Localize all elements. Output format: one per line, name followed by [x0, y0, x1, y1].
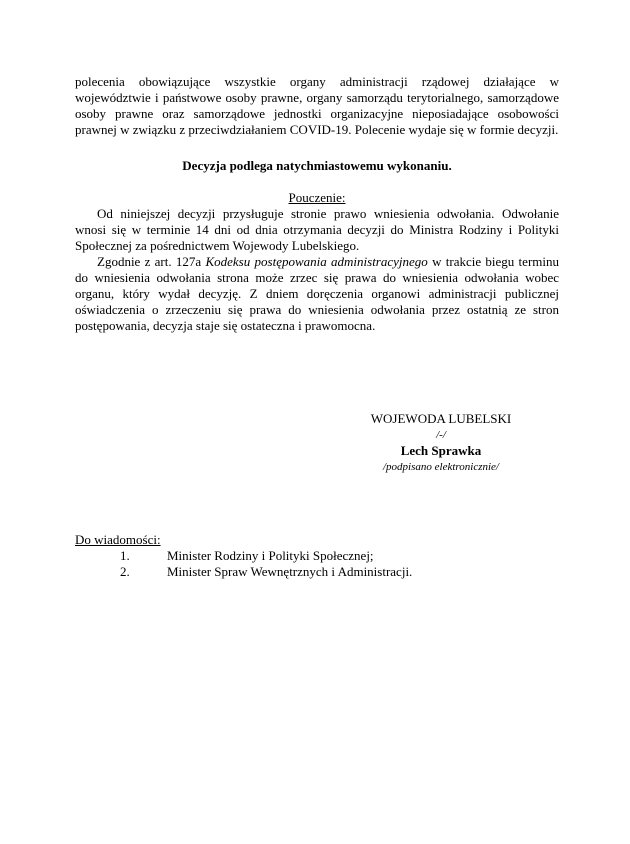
- list-item-text: Minister Spraw Wewnętrznych i Administracji.: [167, 564, 413, 579]
- instruction-heading: [75, 190, 559, 206]
- instruction-paragraph-1: Od niniejszej decyzji przysługuje stronie prawo wniesienia odwołania. Odwołanie wnosi się w terminie 14 dni od dnia otrzymania decyzji do Ministra Rodziny i Polityki Społecznej za pośrednictwem Wojewody Lubelskiego.: [75, 206, 559, 253]
- document-body: [75, 74, 559, 579]
- instruction-p2-start: Zgodnie z art. 127a: [97, 254, 206, 269]
- code-title: Kodeksu postępowania administracyjnego: [205, 254, 428, 269]
- instruction-p2-end: w trakcie biegu terminu do wniesienia odwołania strona może zrzec się prawa do wniesienia odwołania wobec organu, który wydał decyzję. Z dniem doręczenia organowi administracji publicznej oświadczenia o zrzeczeniu się prawa do wniesienia odwołania przez ostatnią ze stron postępowania, decyzja staje się ostateczna i prawomocna.: [75, 254, 559, 333]
- signature-mark: /-/: [436, 429, 446, 441]
- intro-paragraph: polecenia obowiązujące wszystkie organy administracji rządowej działające w województwie i państwowe osoby prawne, organy samorządu terytorialnego, samorządowe osoby prawne oraz samorządowe jednostki organizacyjne nieposiadające osobowości prawnej w związku z przeciwdziałaniem COVID-19. Polecenie wydaje się w formie decyzji.: [75, 74, 559, 137]
- list-item: [75, 564, 559, 580]
- signatory-office: WOJEWODA LUBELSKI: [370, 411, 512, 426]
- instruction-paragraph-2: [75, 254, 559, 334]
- signatory-name: Lech Sprawka: [400, 443, 482, 458]
- distribution-list: [75, 532, 559, 580]
- instruction-heading-text: Pouczenie:: [288, 190, 346, 205]
- list-item-text: Minister Rodziny i Polityki Społecznej;: [167, 548, 374, 563]
- distribution-heading: Do wiadomości:: [75, 532, 161, 547]
- signature-block: [323, 411, 559, 475]
- list-item: [75, 548, 559, 564]
- distribution-items: [75, 548, 559, 580]
- list-item-number: 1.: [120, 548, 130, 563]
- immediate-execution-notice: Decyzja podlega natychmiastowemu wykonaniu.: [182, 158, 452, 173]
- list-item-number: 2.: [120, 564, 130, 579]
- electronic-signature-note: /podpisano elektronicznie/: [383, 461, 499, 473]
